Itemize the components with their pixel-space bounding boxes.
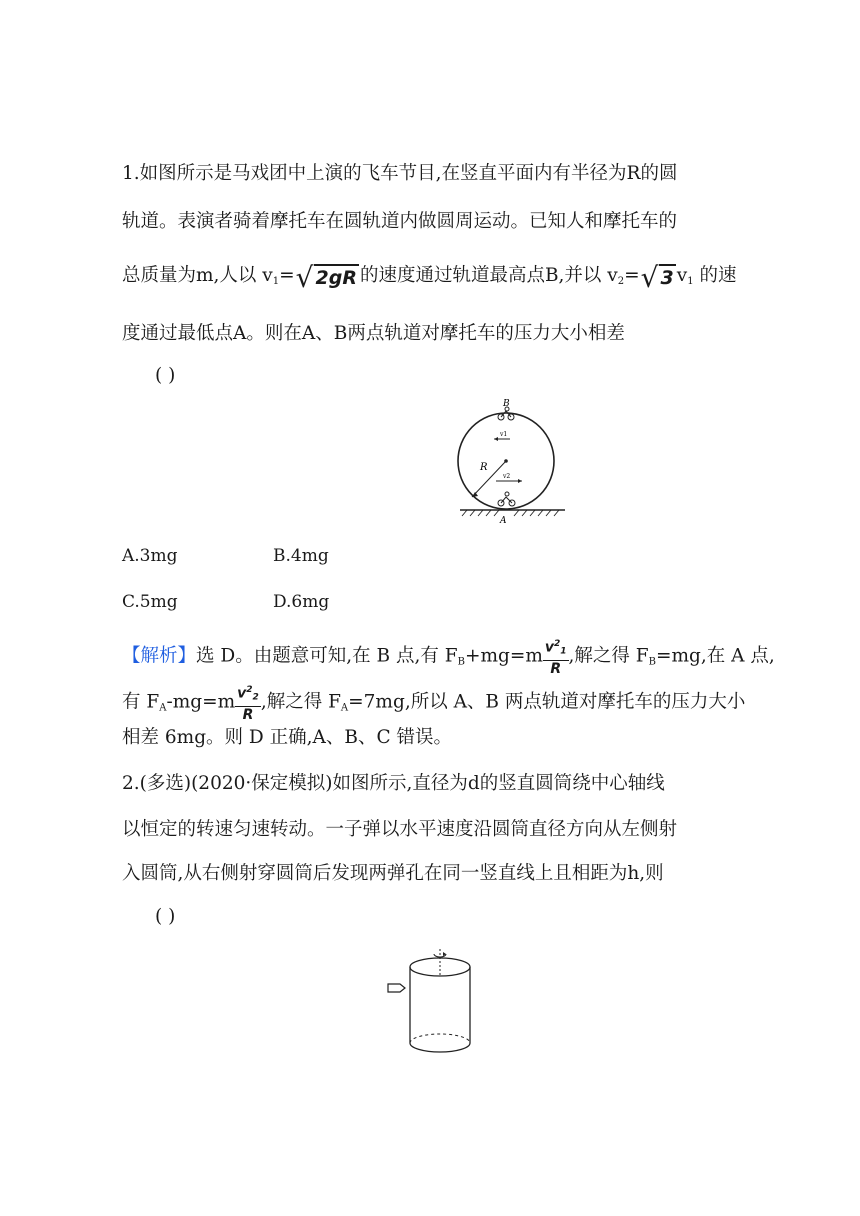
fraction-v1-sq-over-r: $\frac{v^2_1}{R}$ — [543, 636, 569, 677]
q2-line-1: 2.(多选)(2020·保定模拟)如图所示,直径为d的竖直圆筒绕中心轴线 — [122, 773, 665, 794]
fraction-v2-sq-over-r: $\frac{v^2_2}{R}$ — [235, 682, 261, 723]
loop-track-figure — [450, 395, 580, 525]
analysis-line-1: 【解析】选 D。由题意可知,在 B 点,有 $F_B+mg=m$ $\frac{v^2_1}{R}$ ,解之得 $F_B=mg$,在 A 点, — [122, 636, 775, 677]
sqrt-3: √ 3 — [640, 261, 674, 294]
cylinder-figure — [384, 945, 484, 1060]
cylinder-bottom-back — [410, 1034, 470, 1043]
option-c[interactable]: C.5mg — [122, 592, 178, 612]
q1-line-2: 轨道。表演者骑着摩托车在圆轨道内做圆周运动。已知人和摩托车的 — [122, 211, 678, 232]
analysis-tag: 【解析】 — [122, 645, 197, 667]
cylinder-bottom-front — [410, 1043, 470, 1052]
analysis-line-3: 相差 6mg。则 D 正确,A、B、C 错误。 — [122, 727, 453, 748]
label-R: R — [480, 462, 488, 473]
analysis-line-2: 有 $F_A-mg=m$ $\frac{v^2_2}{R}$ ,解之得 $F_A=7mg$,所以 A、B 两点轨道对摩托车的压力大小 — [122, 682, 745, 723]
label-v2: v2 — [503, 473, 511, 480]
rider-bottom-icon — [498, 492, 515, 506]
label-B: B — [503, 399, 510, 409]
radius-line — [472, 461, 506, 497]
option-d[interactable]: D.6mg — [273, 592, 330, 612]
q1-line-3: 总质量为m,人以 $v_1=√$ 2gR 的速度通过轨道最高点B,并以 $v_2=√$ 3 $v_1$ 的速 — [122, 261, 737, 294]
q2-line-2: 以恒定的转速匀速转动。一子弹以水平速度沿圆筒直径方向从左侧射 — [122, 819, 678, 840]
label-v1: v1 — [500, 431, 508, 438]
bullet-icon — [388, 984, 405, 992]
sqrt-2gR: √ 2gR — [295, 261, 357, 294]
q2-line-3: 入圆筒,从右侧射穿圆筒后发现两弹孔在同一竖直线上且相距为h,则 — [122, 863, 664, 884]
q1-answer-paren: ( ) — [155, 365, 176, 386]
label-A: A — [500, 516, 507, 525]
q1-line-1: 1.如图所示是马戏团中上演的飞车节目,在竖直平面内有半径为R的圆 — [122, 163, 678, 184]
q1-line-4: 度通过最低点A。则在A、B两点轨道对摩托车的压力大小相差 — [122, 323, 625, 344]
option-b[interactable]: B.4mg — [273, 546, 329, 566]
option-a[interactable]: A.3mg — [122, 546, 178, 566]
q2-answer-paren: ( ) — [155, 906, 176, 927]
